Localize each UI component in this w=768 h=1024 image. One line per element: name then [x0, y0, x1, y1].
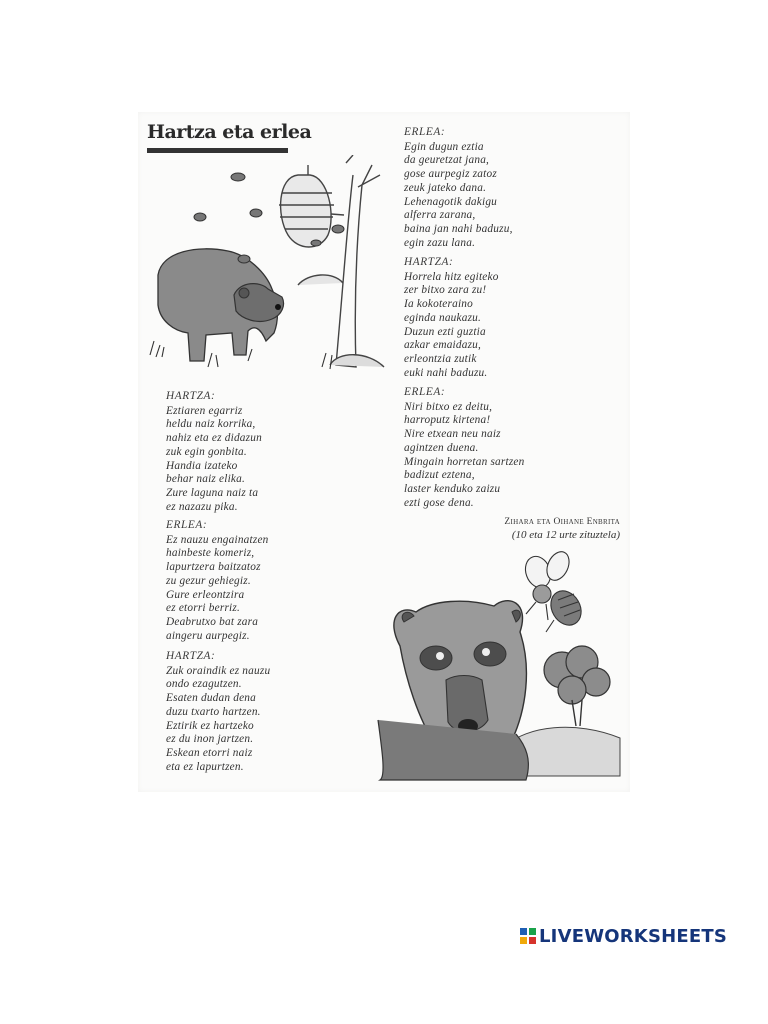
- verse-line: Duzun ezti guztia: [404, 325, 486, 338]
- author-age-note: (10 eta 12 urte zituztela): [511, 529, 620, 541]
- verse-line: Mingain horretan sartzen: [404, 455, 525, 468]
- verse-line: Zure laguna naiz ta: [166, 486, 259, 499]
- stanza-left-2: [166, 519, 269, 643]
- bear-face-bee-illustration: [376, 550, 621, 782]
- verse-line: azkar emaidazu,: [404, 339, 482, 352]
- verse-line: zeuk jateko dana.: [404, 181, 487, 194]
- verse-line: agintzen duena.: [404, 441, 479, 454]
- speaker-label: ERLEA:: [404, 126, 446, 138]
- verse-line: Handia izateko: [166, 459, 238, 472]
- verse-line: zer bitxo zara zu!: [404, 284, 487, 297]
- verse-line: erleontzia zutik: [404, 352, 477, 365]
- verse-line: Ia kokoteraino: [404, 298, 473, 311]
- verse-line: egin zazu lana.: [404, 236, 476, 249]
- brand-name: LIVEWORKSHEETS: [539, 925, 728, 947]
- stanza-right-1: [404, 126, 513, 250]
- verse-line: Eztiaren egarriz: [166, 404, 243, 417]
- title-underline: [147, 148, 288, 153]
- stanza-right-3: [404, 386, 525, 510]
- verse-line: Eskean etorri naiz: [166, 746, 253, 759]
- verse-line: heldu naiz korrika,: [166, 418, 256, 431]
- verse-line: eginda naukazu.: [404, 311, 482, 324]
- stanza-left-1: [166, 390, 262, 514]
- verse-line: harroputz kirtena!: [404, 414, 491, 427]
- speaker-label: HARTZA:: [404, 256, 454, 268]
- verse-line: nahiz eta ez didazun: [166, 432, 262, 445]
- verse-line: zu gezur gehiegiz.: [166, 574, 251, 587]
- verse-line: euki nahi baduzu.: [404, 366, 488, 379]
- liveworksheets-branding: [520, 924, 727, 948]
- verse-line: alferra zarana,: [404, 209, 476, 222]
- stanza-right-2: [404, 256, 499, 380]
- speaker-label: ERLEA:: [166, 519, 208, 531]
- verse-line: Niri bitxo ez deitu,: [404, 400, 493, 413]
- bear-tree-hive-illustration: [148, 155, 388, 387]
- verse-line: hainbeste komeriz,: [166, 547, 255, 560]
- speaker-label: ERLEA:: [404, 386, 446, 398]
- liveworksheets-logo-icon: [520, 928, 536, 944]
- speaker-label: HARTZA:: [166, 650, 216, 662]
- verse-line: badizut eztena,: [404, 469, 475, 482]
- verse-line: Zuk oraindik ez nauzu: [166, 664, 271, 677]
- verse-line: aingeru aurpegiz.: [166, 629, 250, 642]
- verse-line: zuk egin gonbita.: [166, 445, 247, 458]
- verse-line: Gure erleontzira: [166, 588, 245, 601]
- page-title: Hartza eta erlea: [147, 121, 312, 143]
- verse-line: ondo ezagutzen.: [166, 678, 242, 691]
- verse-line: Egin dugun eztia: [404, 140, 484, 153]
- speaker-label: HARTZA:: [166, 390, 216, 402]
- author-credit: [470, 516, 620, 542]
- verse-line: ez du inon jartzen.: [166, 733, 254, 746]
- verse-line: gose aurpegiz zatoz: [404, 168, 497, 181]
- verse-line: eta ez lapurtzen.: [166, 760, 244, 773]
- stanza-left-3: [166, 650, 270, 774]
- verse-line: Esaten dudan dena: [166, 692, 256, 705]
- verse-line: laster kenduko zaizu: [404, 482, 501, 495]
- author-names: Zihara eta Oihane Enbrita: [504, 517, 620, 527]
- verse-line: ezti gose dena.: [404, 496, 474, 509]
- verse-line: da geuretzat jana,: [404, 154, 490, 167]
- verse-line: Lehenagotik dakigu: [404, 195, 498, 208]
- verse-line: Ez nauzu engainatzen: [166, 533, 269, 546]
- verse-line: duzu txarto hartzen.: [166, 705, 261, 718]
- verse-line: baina jan nahi baduzu,: [404, 222, 513, 235]
- verse-line: ez etorri berriz.: [166, 602, 241, 615]
- verse-line: Nire etxean neu naiz: [404, 428, 501, 441]
- verse-line: Deabrutxo bat zara: [166, 615, 259, 628]
- verse-line: ez nazazu pika.: [166, 500, 238, 513]
- verse-line: Horrela hitz egiteko: [404, 270, 499, 283]
- verse-line: Eztirik ez hartzeko: [166, 719, 254, 732]
- verse-line: behar naiz elika.: [166, 473, 246, 486]
- verse-line: lapurtzera baitzatoz: [166, 561, 261, 574]
